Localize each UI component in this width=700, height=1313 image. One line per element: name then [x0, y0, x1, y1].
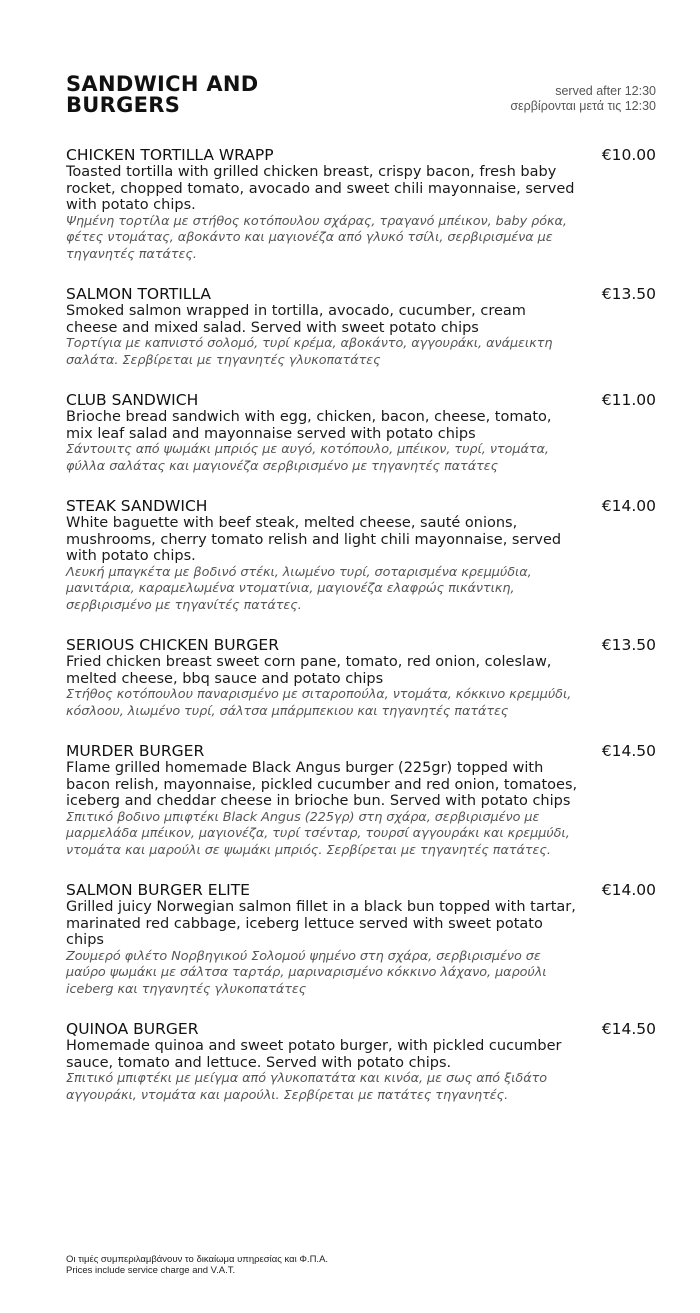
- item-name: SALMON BURGER ELITE: [66, 881, 250, 899]
- menu-item: [66, 881, 658, 998]
- served-time-en: served after 12:30: [555, 84, 656, 98]
- item-name: MURDER BURGER: [66, 742, 205, 760]
- item-description-gr: Τορτίγια με καπνιστό σολομό, τυρί κρέμα, αβοκάντο, αγγουράκι, ανάμεικτη σαλάτα. Σερβίρεται με τηγανητές γλυκοπατάτες: [66, 336, 553, 368]
- item-description-en: Homemade quinoa and sweet potato burger, with pickled cucumber sauce, tomato and lettuce. Served with potato chips.: [66, 1038, 562, 1071]
- price-footnote: [66, 1254, 328, 1276]
- served-time-gr: σερβίρονται μετά τις 12:30: [510, 99, 656, 113]
- menu-item: [66, 391, 658, 475]
- item-price: €10.00: [601, 146, 656, 164]
- item-description-gr: Στήθος κοτόπουλου παναρισμένο με σιταροπούλα, ντομάτα, κόκκινο κρεμμύδι, κόσλοου, λιωμένο τυρί, σάλτσα μπάρμπεκιου και τηγανητές πατάτες: [66, 687, 572, 719]
- item-description-en: Toasted tortilla with grilled chicken breast, crispy bacon, fresh baby rocket, chopped tomato, avocado and sweet chili mayonnaise, served with potato chips.: [66, 164, 575, 213]
- menu-item: [66, 497, 658, 614]
- item-description-en: Brioche bread sandwich with egg, chicken, bacon, cheese, tomato, mix leaf salad and mayonnaise served with potato chips: [66, 409, 552, 442]
- menu-item: [66, 146, 658, 263]
- item-price: €14.50: [601, 1020, 656, 1038]
- item-description-en: Fried chicken breast sweet corn pane, tomato, red onion, coleslaw, melted cheese, bbq sauce and potato chips: [66, 654, 552, 687]
- menu-item: [66, 742, 658, 859]
- menu-item: [66, 1020, 658, 1104]
- item-name: QUINOA BURGER: [66, 1020, 199, 1038]
- item-name: CLUB SANDWICH: [66, 391, 199, 409]
- item-description-en: Smoked salmon wrapped in tortilla, avocado, cucumber, cream cheese and mixed salad. Served with sweet potato chips: [66, 303, 526, 336]
- item-description-gr: Ζουμερό φιλέτο Νορβηγικού Σολομού ψημένο στη σχάρα, σερβιρισμένο σε μαύρο ψωμάκι με σάλτσα ταρτάρ, μαριναρισμένο κόκκινο λάχανο, μαρούλι iceberg και τηγανητές γλυκοπατάτες: [66, 948, 547, 997]
- section-title: SANDWICH AND BURGERS: [66, 72, 259, 117]
- item-name: CHICKEN TORTILLA WRAPP: [66, 146, 274, 164]
- item-price: €14.00: [601, 881, 656, 899]
- item-price: €14.00: [601, 497, 656, 515]
- menu-list: [66, 146, 658, 1126]
- item-price: €14.50: [601, 742, 656, 760]
- item-description-gr: Σάντουιτς από ψωμάκι μπριός με αυγό, κοτόπουλο, μπέικον, τυρί, ντομάτα, φύλλα σαλάτας και μαγιονέζα σερβιρισμένο με τηγανητές πατάτες: [66, 442, 549, 474]
- served-time-note: [510, 84, 656, 114]
- menu-item: [66, 285, 658, 369]
- menu-header: [66, 74, 658, 124]
- item-description-gr: Σπιτικό μπιφτέκι με μείγμα από γλυκοπατάτα και κινόα, με σως από ξιδάτο αγγουράκι, ντομάτα και μαρούλι. Σερβίρεται με πατάτες τηγανητές.: [66, 1071, 548, 1103]
- footnote-gr: Οι τιμές συμπεριλαμβάνουν το δικαίωμα υπηρεσίας και Φ.Π.Α.: [66, 1254, 329, 1265]
- item-description-en: Flame grilled homemade Black Angus burger (225gr) topped with bacon relish, mayonnaise, pickled cucumber and red onion, tomatoes, iceberg and cheddar cheese in brioche bun. Served with potato chips: [66, 760, 578, 809]
- footnote-en: Prices include service charge and V.A.T.: [66, 1265, 236, 1276]
- item-description-en: White baguette with beef steak, melted cheese, sauté onions, mushrooms, cherry tomato relish and light chili mayonnaise, served with potato chips.: [66, 515, 562, 564]
- item-description-en: Grilled juicy Norwegian salmon fillet in a black bun topped with tartar, marinated red cabbage, iceberg lettuce served with sweet potato chips: [66, 899, 576, 948]
- item-price: €13.50: [601, 285, 656, 303]
- item-description-gr: Σπιτικό βοδινο μπιφτέκι Black Angus (225γρ) στη σχάρα, σερβιρισμένο με μαρμελάδα μπέικον, μαγιονέζα, τυρί τσένταρ, τουρσί αγγουράκι και κρεμμύδι, ντομάτα και μαρούλι σε ψωμάκι μπριός. Σερβίρεται με τηγανητές πατάτες.: [66, 809, 570, 858]
- item-name: STEAK SANDWICH: [66, 497, 208, 515]
- item-price: €11.00: [601, 391, 656, 409]
- item-description-gr: Ψημένη τορτίλα με στήθος κοτόπουλου σχάρας, τραγανό μπέικον, baby ρόκα, φέτες ντομάτας, αβοκάντο και μαγιονέζα από γλυκό τσίλι, σερβιρισμένα με τηγανητές πατάτες.: [66, 213, 567, 262]
- item-name: SERIOUS CHICKEN BURGER: [66, 636, 279, 654]
- item-price: €13.50: [601, 636, 656, 654]
- menu-item: [66, 636, 658, 720]
- item-name: SALMON TORTILLA: [66, 285, 212, 303]
- item-description-gr: Λευκή μπαγκέτα με βοδινό στέκι, λιωμένο τυρί, σοταρισμένα κρεμμύδια, μανιτάρια, καραμελωμένα ντοματίνια, μαγιονέζα ελαφρώς πικάντικη, σερβιρισμένο με τηγανίτές πατάτες.: [66, 564, 532, 613]
